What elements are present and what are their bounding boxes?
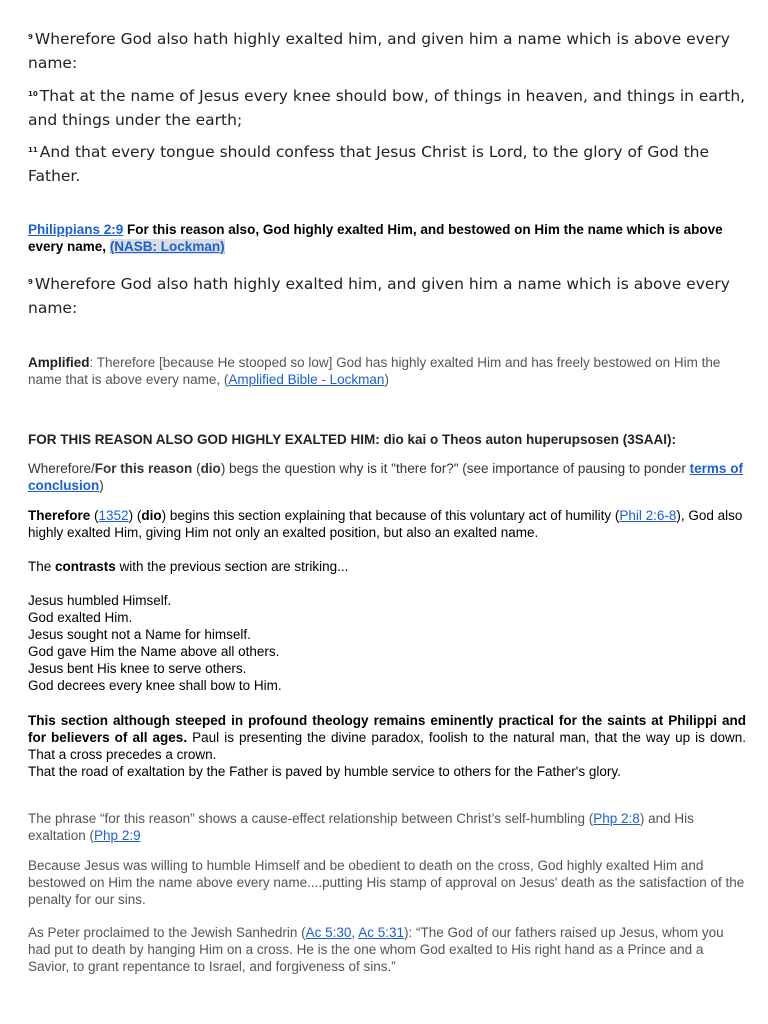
verse-11: $^{11}$ And that every tongue should confess that Jesus Christ is Lord, to the glory of God the Father.	[28, 143, 710, 185]
philippians-2-9-link[interactable]: Philippians 2:9	[28, 222, 124, 237]
php-2-8-link[interactable]: Php 2:8	[593, 811, 640, 826]
verse-9: $^9$ Wherefore God also hath highly exalted him, and given him a name which is above every name:	[28, 30, 730, 72]
verse-number: 11	[28, 146, 38, 154]
therefore-paragraph: Therefore (1352) (dio) begins this section explaining that because of this voluntary act of humility (Phil 2:6-8), God also highly exalted Him, giving Him not only an exalted position, but also an exalted name.	[28, 508, 743, 540]
acts-5-30-link[interactable]: Ac 5:30	[305, 925, 352, 940]
because-paragraph: Because Jesus was willing to humble Himself and be obedient to death on the cross, God highly exalted Him and bestowed on Him the name above every name....putting His stamp of approval on Jesus' death as the satisfaction of the penalty for our sins.	[28, 858, 745, 907]
strongs-1352-link[interactable]: 1352	[98, 508, 129, 523]
wherefore-paragraph: Wherefore/For this reason (dio) begs the question why is it "there for?" (see importance of pausing to ponder terms of conclusion)	[28, 461, 743, 493]
list-item: God gave Him the Name above all others.	[28, 644, 280, 659]
contrasts-paragraph: The contrasts with the previous section are striking...	[28, 559, 349, 574]
verse-number: 9	[28, 33, 33, 41]
list-item: Jesus bent His knee to serve others.	[28, 661, 247, 676]
amplified-lockman-link[interactable]: Amplified Bible - Lockman	[228, 372, 385, 387]
acts-5-31-link[interactable]: Ac 5:31	[358, 925, 404, 940]
amplified-label: Amplified	[28, 355, 90, 370]
verse-9-repeat: $^9$ Wherefore God also hath highly exalted him, and given him a name which is above every name:	[28, 275, 730, 317]
nasb-lockman-link[interactable]: (NASB: Lockman)	[109, 239, 225, 254]
contrast-list	[28, 592, 746, 694]
nasb-verse: Philippians 2:9 For this reason also, God highly exalted Him, and bestowed on Him the name which is above every name, (NASB: Lockman)	[28, 222, 723, 254]
php-2-9-link[interactable]: Php 2:9	[94, 828, 141, 843]
phrase-paragraph: The phrase “for this reason” shows a cause-effect relationship between Christ’s self-humbling (Php 2:8) and His exaltation (Php 2:9	[28, 811, 694, 843]
phil-2-6-8-link[interactable]: Phil 2:6-8	[619, 508, 677, 523]
verse-number: 10	[28, 90, 38, 98]
section-heading: FOR THIS REASON ALSO GOD HIGHLY EXALTED HIM: dio kai o Theos auton huperupsosen (3SAAI):	[28, 432, 677, 447]
peter-paragraph: As Peter proclaimed to the Jewish Sanhedrin (Ac 5:30, Ac 5:31): “The God of our fathers raised up Jesus, whom you had put to death by hanging Him on a cross. He is the one whom God exalted to His right hand as a Prince and a Savior, to grant repentance to Israel, and forgiveness of sins.”	[28, 925, 724, 974]
list-item: God exalted Him.	[28, 610, 133, 625]
amplified-verse: Amplified: Therefore [because He stooped so low] God has highly exalted Him and has freely bestowed on Him the name that is above every name, (Amplified Bible - Lockman)	[28, 355, 721, 387]
practical-paragraph: This section although steeped in profound theology remains eminently practical for the saints at Philippi and for believers of all ages. Paul is presenting the divine paradox, foolish to the natural man, that the way up is down. That a cross precedes a crown. That the road of exaltation by the Father is paved by humble service to others for the Father's glory.	[28, 713, 746, 779]
list-item: Jesus sought not a Name for himself.	[28, 627, 251, 642]
list-item: God decrees every knee shall bow to Him.	[28, 678, 282, 693]
terms-of-conclusion-link[interactable]: terms of conclusion	[28, 461, 743, 493]
list-item: Jesus humbled Himself.	[28, 593, 172, 608]
verse-number: 9	[28, 278, 33, 286]
verse-10: $^{10}$ That at the name of Jesus every knee should bow, of things in heaven, and things in earth, and things under the earth;	[28, 87, 746, 129]
